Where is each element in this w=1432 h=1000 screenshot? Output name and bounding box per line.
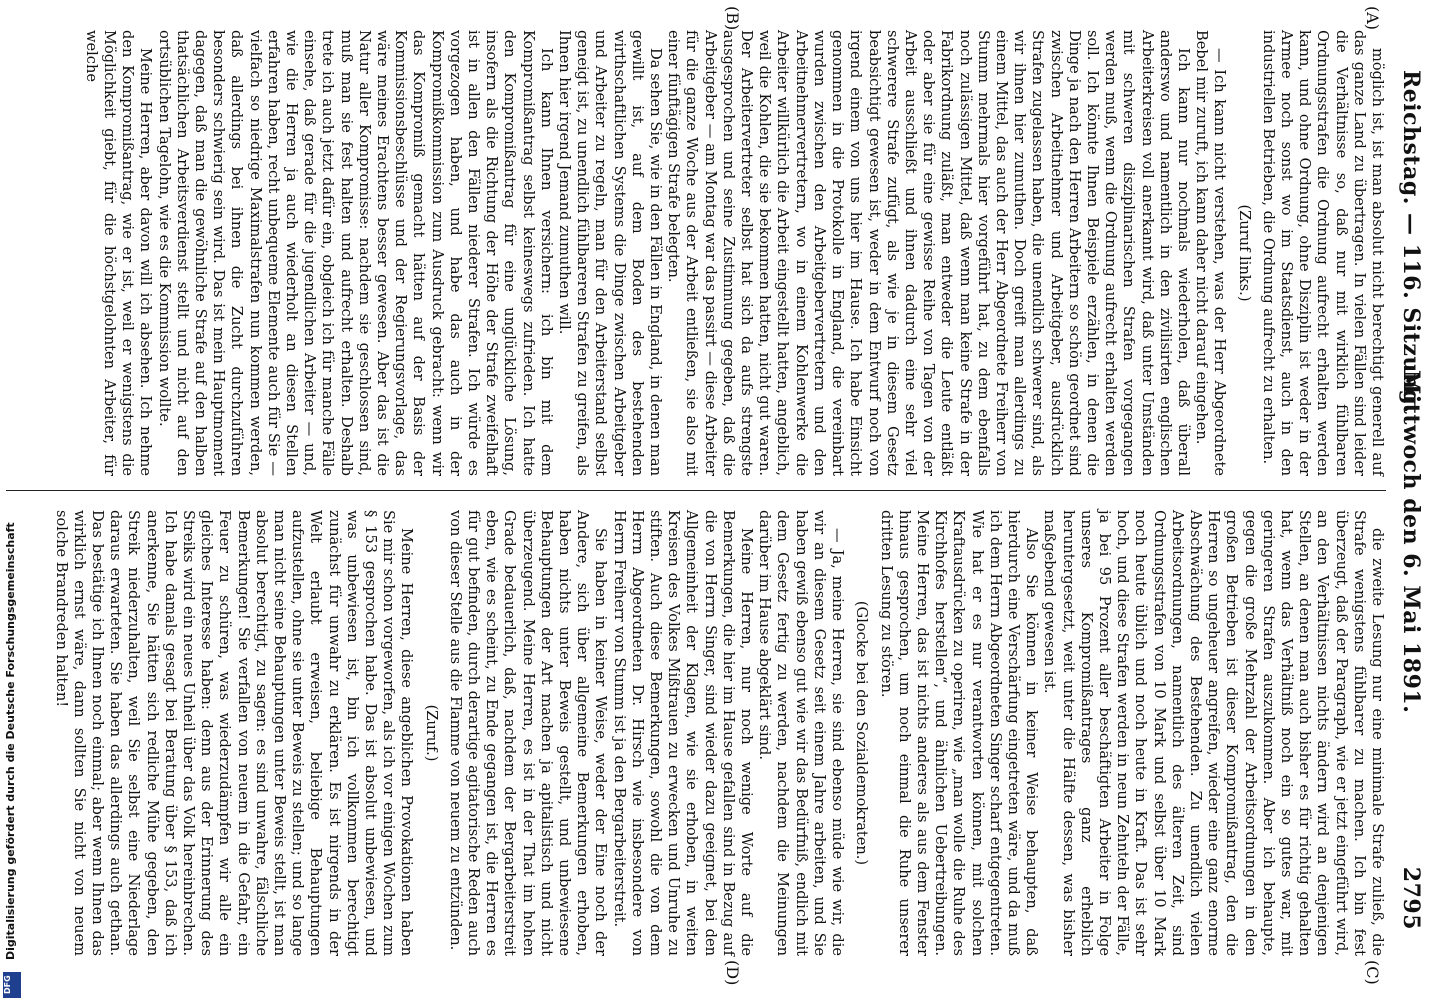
left-paragraph: Meine Herren, aber davon will ich absehen. Ich nehme den Kompromißantrag, wie er ist, weil er wenigstens die Möglichkeit giebt, für die höchstgelohnten Arbeiter, für welche [82,30,155,476]
right-paragraph: die zweite Lesung nur eine minimale Strafe zuließ, die Strafe wenigstens fühlbarer zu machen. Ich bin fest überzeugt, daß der Paragraph, wie er jetzt eingeführt wird, an den Verhältnissen nichts ändern wird an denjenigen Stellen, an denen man auch bisher es für richtig gehalten hat, wenn das Verhältniß noch ein so gutes war, mit geringeren Strafen auszukommen. Aber ich behaupte, gegen die große Mehrzahl der Arbeitsordnungen in den großen Betrieben ist dieser Kompromißantrag, den die Herren so ungeheuer angreifen, wieder eine ganz enorme Abschwächung des Bestehenden. Zu unendlich vielen Arbeitsordnungen, namentlich des älteren Zeit, sind Ordnungsstrafen von 10 Mark und selbst über 10 Mark noch heute üblich und noch heute in Kraft. Das ist sehr hoch, und diese Strafen werden in neun Zehnteln der Fälle, ja bei 95 Prozent aller beschäftigten Arbeiter in Folge unseres Kompromißantrages ganz erheblich heruntergesetzt, weit unter die Hälfte dessen, was bisher maßgebend gewesen ist. [1041,510,1386,956]
header-date: Mittwoch den 6. Mai 1891. [1398,370,1424,714]
right-paragraph: Meine Herren, diese angeblichen Provokationen haben Sie mir schon vorgeworfen, als ich vor einigen Wochen zum § 153 gesprochen habe. Das ist absolut unbewiesen, und was unbewiesen ist, bin ich vollkommen berechtigt zunächst für unwahr zu erklären. Es ist nirgends in der Welt erlaubt erweisen, beliebige Behauptungen aufzustellen, ohne sie unter Beweis zu stellen; und so lange man nicht seine Behauptungen unter Beweis stellt, ist man absolut berechtigt, zu sagen: es sind unwahre, fälschliche Bemerkungen! Sie verfallen von neuem in die Gefahr, ein Feuer zu schüren, was wiederzudämpfen wir alle ein gleiches Interesse haben: denn aus der Erinnerung des Streiks wird ein neues Unheil über das Volk hereinbrechen. Ich habe damals gesagt bei Beratung über § 153, daß ich anerkenne, Sie hätten sich redliche Mühe gegeben, den Streik niederzuhalten, weil Sie selbst eine Niederlage daraus erwarteten. Sie haben das allerdings auch gethan. Das bestätige ich Ihnen noch einmal; aber wenn Ihnen das wirklich ernst wäre, dann sollten Sie nicht von neuem solche Brandreden halten! [52,510,416,956]
right-column [51,510,1386,956]
right-interjection: (Zuruf.) [422,704,440,762]
left-paragraph: Da sehen Sie, wie in den Fällen in England, in denen man gewillt ist, auf dem Boden des bestehenden wirthschaftlichen Systems die Dinge zwischen Arbeitgeber und Arbeiter zu regeln, man für den Arbeiterstand selbst geneigt ist, zu unendlich fühlbareren Strafen zu greifen, als Ihnen hier irgend Jemand zumuthen will. [556,30,665,476]
header-left: Reichstag. — 116. Sitzung. [1398,70,1424,414]
left-paragraph: — Ich kann nicht verstehen, was der Herr Abgeordnete Bebel mir zuruft, ich kann daher nicht darauf eingehen. [1193,30,1229,476]
footer-credit: Digitalisierung gefördert durch die Deutsche Forschungsgemeinschaft [4,522,17,960]
right-paragraph: — Ja, meine Herren, sie sind ebenso müde wie wir, die wir an diesem Gesetz seit einem Jahre arbeiten, und Sie haben gewiß ebenso gut wie wir das Bedürfniß, endlich mit dem Gesetz fertig zu werden, nachdem die Meinungen darüber im Hause abgeklärt sind. [756,510,847,956]
left-paragraph: Ich kann nur nochmals wiederholen, daß überall anderswo und namentlich in den zivilisirten englischen Arbeiterkreisen voll anerkannt wird, daß unter Umständen mit schweren disziplinarischen Strafen vorgegangen werden muß, wenn die Ordnung aufrecht erhalten werden soll. Ich könnte Ihnen Beispiele erzählen, in denen die Dinge ja nach den Herren Arbeitern so schön geordnet sind zwischen Arbeitnehmer und Arbeitgeber, ausdrücklich Strafen zugelassen haben, die unendlich schwerer sind, als wir ihnen hier zumuthen. Doch greift man allerdings zu einem Mittel, das auch der Herr Abgeordnete Freiherr von Stumm mehrmals hier vorgeführt hat, zu dem ebenfalls noch zulässigen Mittel, daß wenn man keine Strafe in der Fabrikordnung zuläßt, man entweder die Leute entläßt oder aber sie für eine gewisse Reihe von Tagen von der Arbeit ausschließt und ihnen dadurch eine sehr viel schwerere Strafe zufügt, als wie je in diesem Gesetz beabsichtigt gewesen ist, weder in dem Entwurf noch von irgend einem von uns hier im Hause. Ich habe Einsicht genommen in die Protokolle in England, die vereinbart wurden zwischen den Arbeitgebervertretern und den Arbeitnehmervertretern, wo in einem Kohlenwerke die Arbeiter willkürlich die Arbeit eingestellt hatten, angeblich, weil die Kohlen, die sie bekommen hatten, nicht gut waren. Der Arbeitervertreter selbst hat sich da aufs strengste ausgesprochen und seine Zustimmung gegeben, daß die Arbeitgeber — am Montag war das passirt — diese Arbeiter für die ganze Woche aus der Arbeit entließen, sie also mit einer fünftägigen Strafe belegten. [665,30,1192,476]
right-paragraph: Also Sie können in keiner Weise behaupten, daß hierdurch eine Verschärfung eingetreten wäre, und da muß ich dem Herrn Abgeordneten Singer scharf entgegentreten. Wie hat er es nur verantworten können, mit solchen Kraftausdrücken zu operiren, wie „man wolle die Ruhe des Kirchhofes herstellen“, und ähnlichen Uebertreibungen. Meine Herren, das ist nichts anderes als aus dem Fenster hinaus gesprochen, um noch einmal die Ruhe unserer dritten Lesung zu stören. [877,510,1041,956]
margin-mark-a: (A) [1363,6,1382,31]
left-paragraph: möglich ist, ist man absolut nicht berechtigt generell auf das ganze Land zu übertragen. In vielen Fällen sind leider die Verhältnisse so, daß nur mit wirklich fühlbaren Ordnungsstrafen die Ordnung aufrecht erhalten werden kann, und ohne Ordnung, ohne Disziplin ist weder in der Armee noch sonst wo im Staatsdienst, auch in den industriellen Betrieben, die Ordnung aufrecht zu erhalten. [1259,30,1386,476]
margin-mark-c: (C) [1363,960,1382,985]
page-number: 2795 [1398,866,1424,930]
column-divider [6,490,1386,491]
margin-mark-d: (D) [723,960,742,986]
left-paragraph: Ich kann Ihnen versichern: ich bin mit dem Kompromißantrag selbst keineswegs zufrieden. Ich hatte den Kompromißantrag für eine unglückliche Lösung, insofern als die Richtung der Höhe der Strafe zweifelhaft ist in allen den Fällen niederer Strafen. Ich würde es vorgezogen haben, und habe das auch in der Kompromißkommission zum Ausdruck gebracht: wenn wir das Kompromiß gemacht hätten auf der Basis der Kommissionsbeschlüsse und der Regierungsvorlage, das wäre meines Erachtens besser gewesen. Aber das ist die Natur aller Kompromisse: nachdem sie geschlossen sind, muß man sie fest halten und aufrecht erhalten. Deshalb trete ich auch jetzt dafür ein, obgleich ich für manche Fälle einsehe, daß gerade für die jugendlichen Arbeiter — und, wie die Herren ja auch wiederholt an diesen Stellen erfahren haben, recht unbequeme Elemente auch für Sie — vielfach so niedrige Maximalstrafen nun kommen werden, daß allerdings bei ihnen die Zucht durchzuführen besonders schwierig sein wird. Das ist mein Hauptmoment dagegen, daß man die gewöhnliche Strafe auf den halben thatsächlichen Arbeitsverdienst stellt und nicht auf den ortsüblichen Tagelohn, wie es die Kommission wollte. [155,30,555,476]
right-paragraph: Meine Herren, nur noch wenige Worte auf die Bemerkungen, die hier im Hause gefallen sind in Bezug auf die von Herrn Singer, sind wieder dazu geeignet, bei den Allgemeinheit der Klagen, wie sie erhoben, in weiten Kreisen des Volkes Mißtrauen zu erwecken und Unruhe zu stiften. Auch diese Bemerkungen, sowohl die von dem Herrn Abgeordneten Dr. Hirsch wie insbesondere von Herrn Freiherr von Stumm ist ja den Bergarbeiterstreit. [610,510,756,956]
credit-strip [0,0,24,1000]
right-paragraph: Sie haben in keiner Weise, weder der Eine noch der Andere, sich über allgemeine Bemerkungen erhoben, haben nichts unter Beweis gestellt, und unbewiesene Behauptungen der Art machen ja apitalistisch und nicht überzeugend. Meine Herren, es ist in der That im hohen Grade bedauerlich, daß, nachdem der Bergarbeiterstreit eben, wie es scheint, zu Ende gegangen ist, die Herren es für gut befinden, durch derartige agitatorische Reden auch von dieser Stelle aus die Flamme von neuem zu entzünden. [446,510,610,956]
right-interjection: (Glocke bei den Sozialdemokraten.) [853,600,871,866]
page-header [1384,70,1424,930]
margin-mark-b: (B) [723,6,742,31]
left-interjection: (Zuruf links.) [1235,204,1253,302]
dfg-logo: DFG [3,972,21,998]
left-column [82,30,1386,476]
